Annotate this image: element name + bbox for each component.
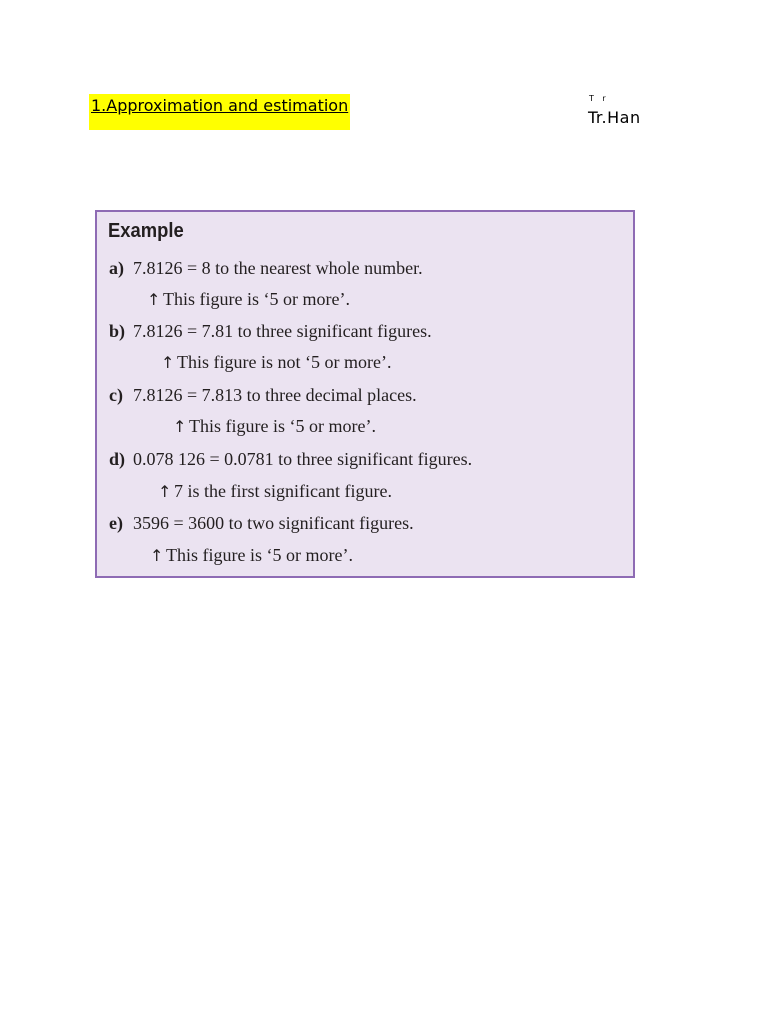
- up-arrow-icon: ↑: [161, 353, 175, 372]
- item-statement: 7.8126 = 7.81 to three significant figures.: [133, 321, 432, 341]
- note-text: This figure is ‘5 or more’.: [189, 416, 376, 436]
- example-item-d: [109, 447, 472, 471]
- example-box: [95, 210, 635, 578]
- note-text: This figure is ‘5 or more’.: [166, 545, 353, 565]
- page-title-text: 1.Approximation and estimation: [91, 96, 349, 115]
- up-arrow-icon: ↑: [150, 546, 164, 565]
- example-note-e: [150, 543, 353, 568]
- example-item-c: [109, 383, 417, 407]
- up-arrow-icon: ↑: [147, 290, 161, 309]
- item-statement: 0.078 126 = 0.0781 to three significant figures.: [133, 449, 473, 469]
- item-letter: b): [109, 321, 126, 341]
- example-item-e: [109, 511, 414, 535]
- item-letter: a): [109, 258, 124, 278]
- item-statement: 3596 = 3600 to two significant figures.: [133, 513, 414, 533]
- up-arrow-icon: ↑: [173, 417, 187, 436]
- example-note-c: [173, 414, 376, 439]
- author-initials: T r: [589, 94, 609, 103]
- item-letter: c): [109, 385, 123, 405]
- item-statement: 7.8126 = 7.813 to three decimal places.: [133, 385, 417, 405]
- item-statement: 7.8126 = 8 to the nearest whole number.: [133, 258, 423, 278]
- item-letter: e): [109, 513, 123, 533]
- note-text: This figure is not ‘5 or more’.: [177, 352, 392, 372]
- example-note-d: [158, 479, 392, 504]
- example-note-a: [147, 287, 350, 312]
- page-title: [89, 94, 350, 130]
- item-letter: d): [109, 449, 126, 469]
- up-arrow-icon: ↑: [158, 482, 172, 501]
- example-note-b: [161, 350, 391, 375]
- example-item-b: [109, 319, 432, 343]
- author-name: Tr.Han: [588, 108, 641, 127]
- example-heading: Example: [108, 220, 184, 242]
- example-item-a: [109, 256, 423, 280]
- note-text: This figure is ‘5 or more’.: [163, 289, 350, 309]
- note-text: 7 is the first significant figure.: [174, 481, 392, 501]
